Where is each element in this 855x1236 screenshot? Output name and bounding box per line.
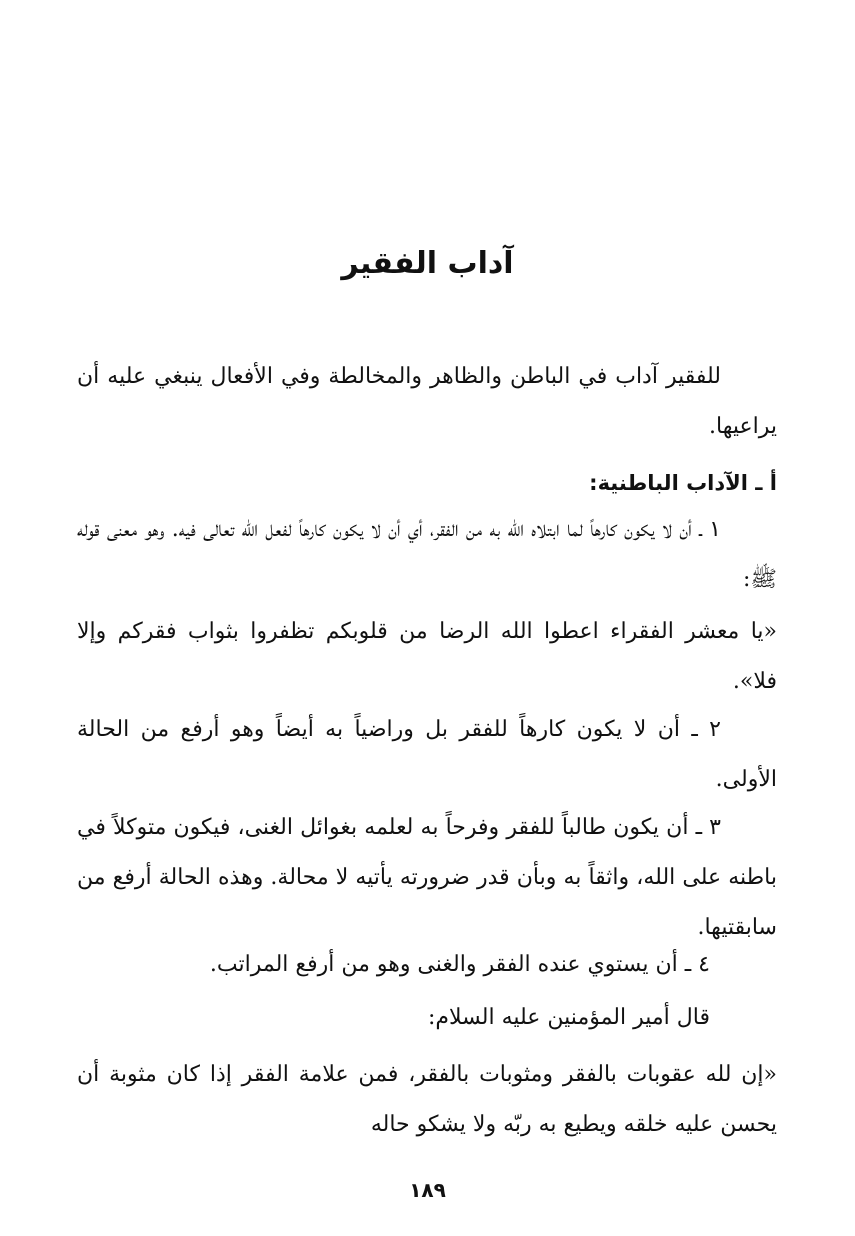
page-title: آداب الفقير <box>341 246 514 281</box>
hadith-quote-2: «إن لله عقوبات بالفقر ومثوبات بالفقر، فمن علامة الفقر إذا كان مثوبة أن يحسن عليه خلقه ويطيع به ربّه ولا يشكو حاله <box>77 1062 777 1137</box>
page-number: ١٨٩ <box>409 1178 446 1202</box>
intro-paragraph: للفقير آداب في الباطن والظاهر والمخالطة وفي الأفعال ينبغي عليه أن يراعيها. <box>77 364 777 439</box>
item-1-paragraph: ١ ـ أن لا يكون كارهاً لما ابتلاه الله به من الفقر، أي أن لا يكون كارهاً لفعل الله تعالى فيه. وهو معنى قوله ﷺ: <box>77 517 777 592</box>
item-2-paragraph: ٢ ـ أن لا يكون كارهاً للفقر بل وراضياً به أيضاً وهو أرفع من الحالة الأولى. <box>77 717 777 792</box>
item-4-paragraph: ٤ ـ أن يستوي عنده الفقر والغنى وهو من أرفع المراتب. <box>209 952 710 977</box>
saying-intro: قال أمير المؤمنين عليه السلام: <box>427 1005 710 1030</box>
hadith-quote-1: «يا معشر الفقراء اعطوا الله الرضا من قلوبكم تظفروا بثواب فقركم وإلا فلا». <box>77 619 777 694</box>
section-heading-inner-manners: أ ـ الآداب الباطنية: <box>589 471 777 495</box>
item-3-paragraph: ٣ ـ أن يكون طالباً للفقر وفرحاً به لعلمه بغوائل الغنى، فيكون متوكلاً في باطنه على الله، واثقاً به وبأن قدر ضرورته يأتيه لا محالة. وهذه الحالة أرفع من سابقتيها. <box>77 815 777 940</box>
